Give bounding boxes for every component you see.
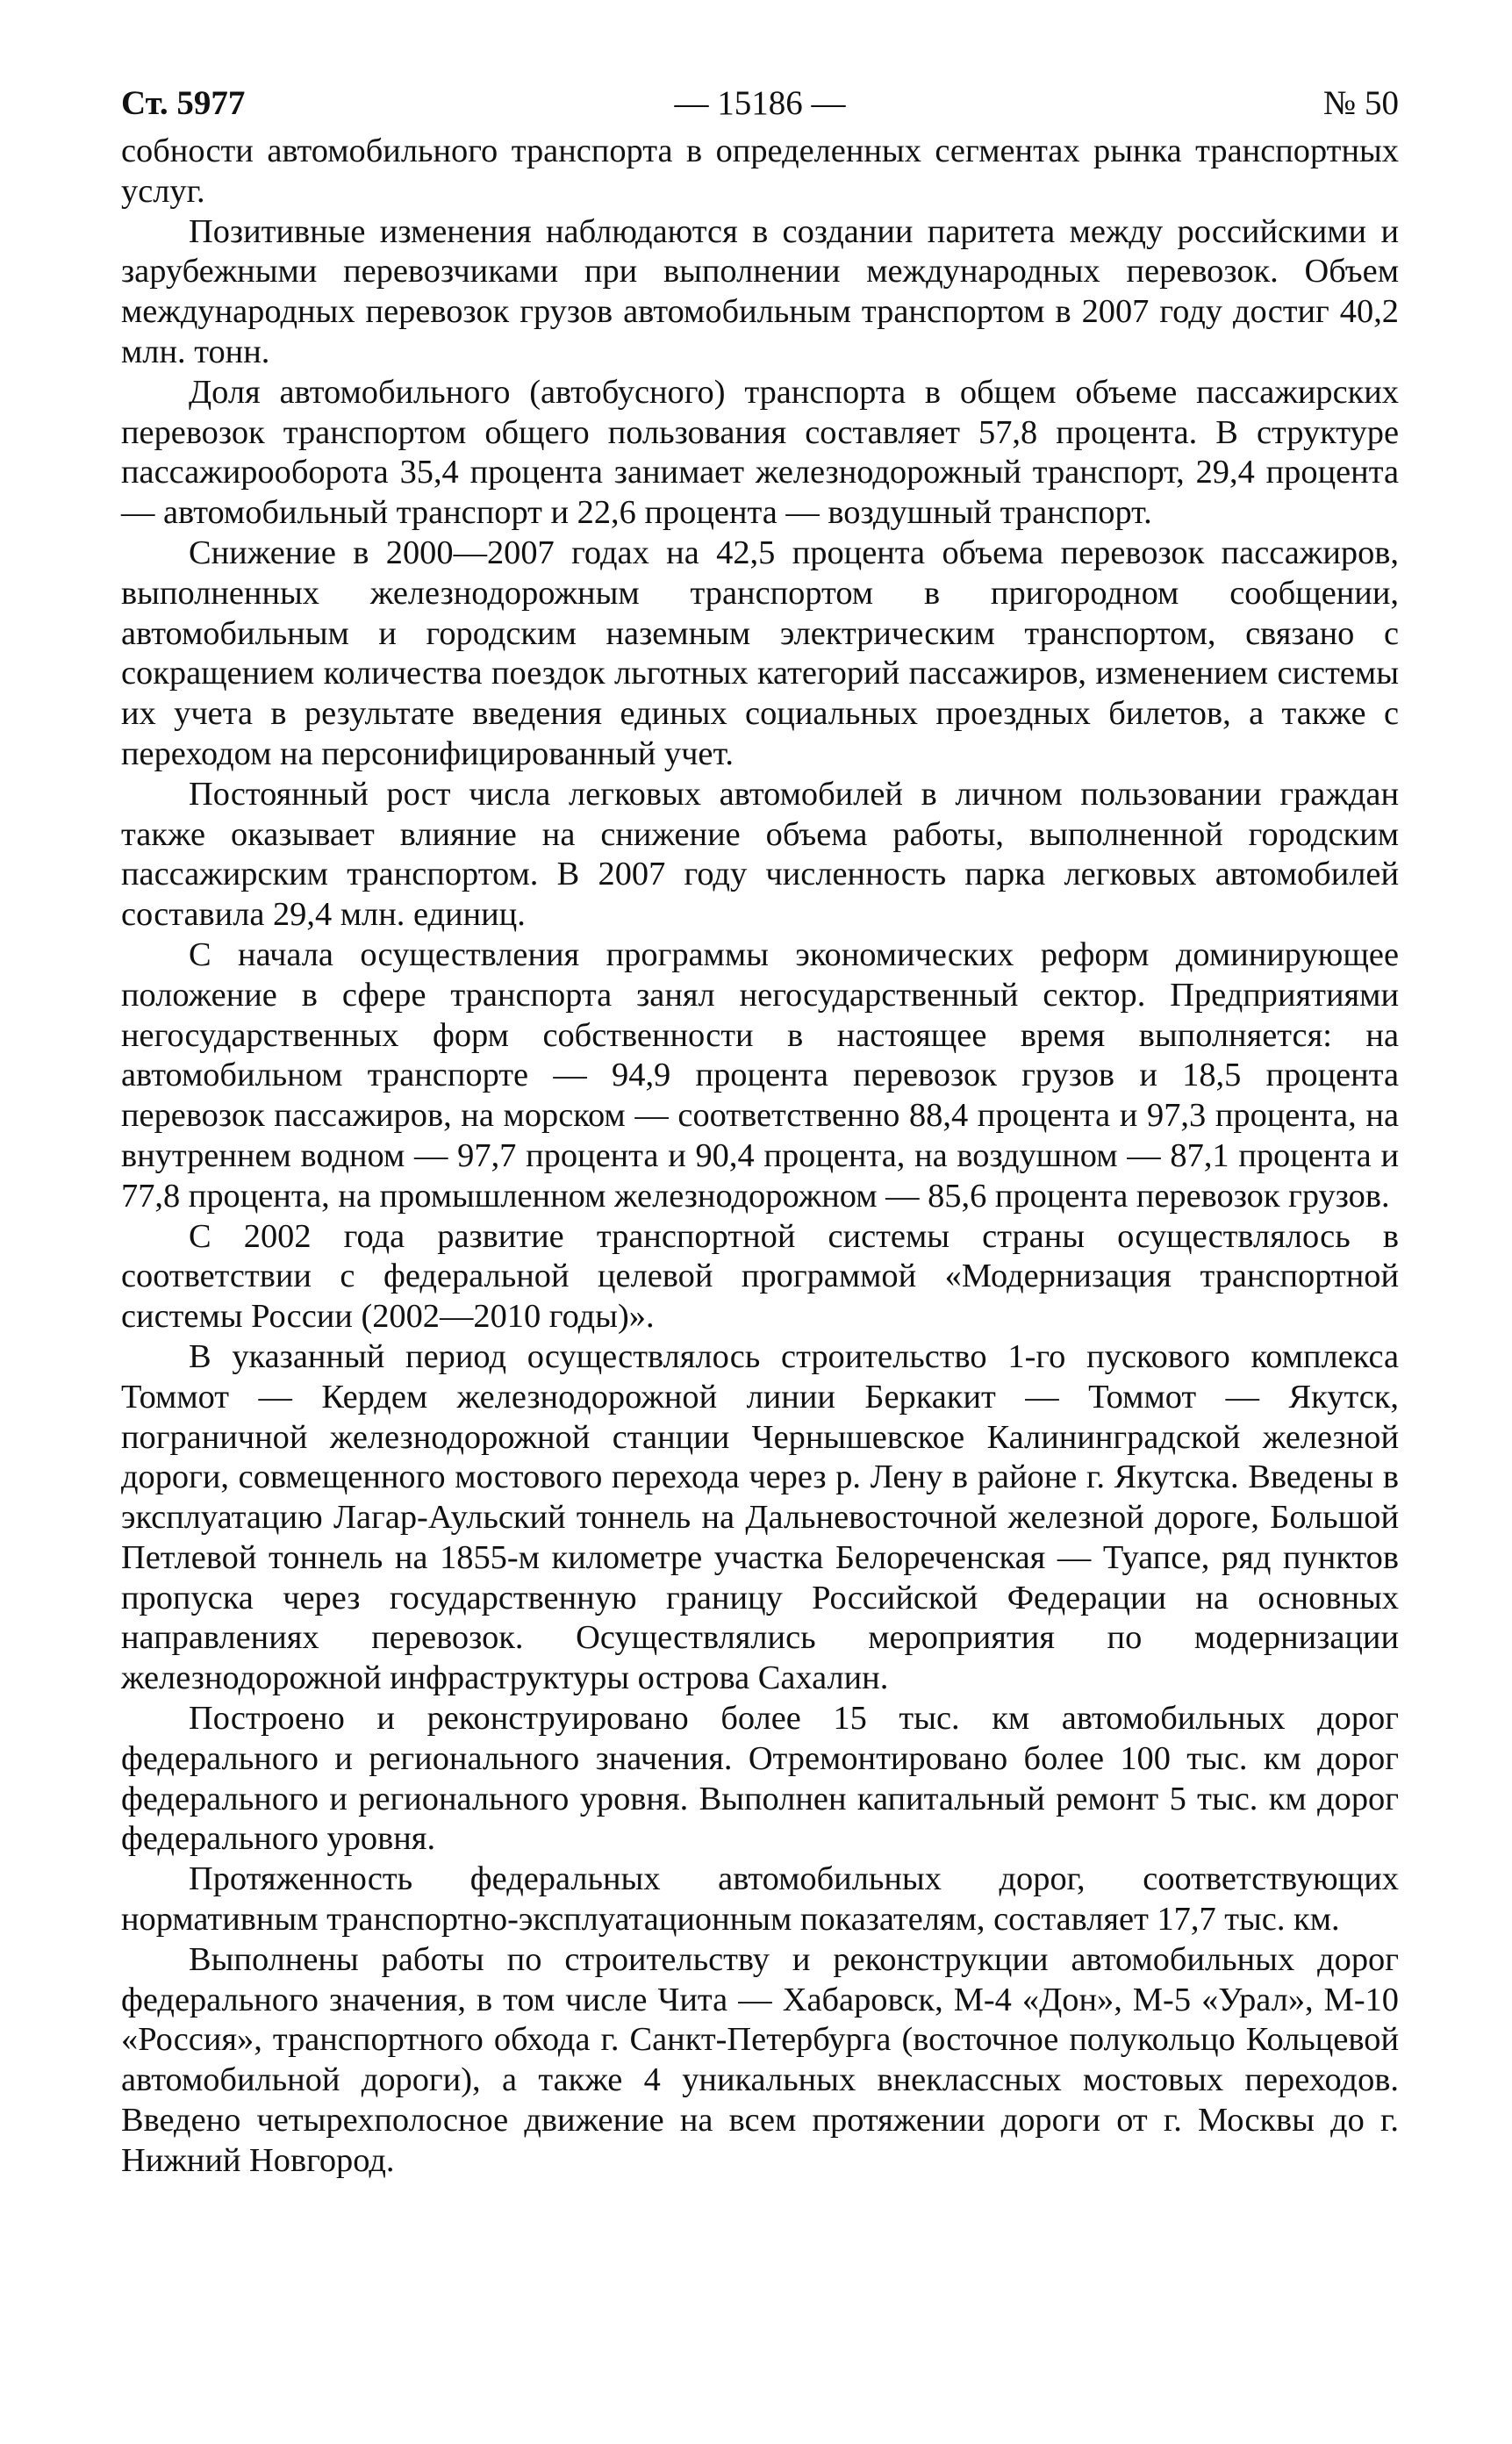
paragraph: Постоянный рост числа легковых автомобилей в личном пользовании граждан также оказывает влияние на снижение объема работы, выполненной городским пассажирским транспортом. В 2007 году численность парка легковых автомобилей составила 29,4 млн. единиц. <box>121 775 1399 934</box>
paragraph: Доля автомобильного (автобусного) транспорта в общем объеме пассажирских перевозок транспортом общего пользования составляет 57,8 процента. В структуре пассажирооборота 35,4 процента занимает железнодорожный транспорт, 29,4 процента — автомобильный транспорт и 22,6 процента — воздушный транспорт. <box>121 373 1399 532</box>
paragraph: С начала осуществления программы экономических реформ доминирующее положение в сфере транспорта занял негосударственный сектор. Предприятиями негосударственных форм собственности в настоящее время выполняется: на автомобильном транспорте — 94,9 процента перевозок грузов и 18,5 процента перевозок пассажиров, на морском — соответственно 88,4 процента и 97,3 процента, на внутреннем водном — 97,7 процента и 90,4 процента, на воздушном — 87,1 процента и 77,8 процента, на промышленном железнодорожном — 85,6 процента перевозок грузов. <box>121 935 1399 1215</box>
issue-number: № 50 <box>1323 84 1399 122</box>
paragraph: С 2002 года развитие транспортной системы страны осуществлялось в соответствии с федеральной целевой программой «Модернизация транспортной системы России (2002—2010 годы)». <box>121 1217 1399 1336</box>
running-header <box>121 77 1399 130</box>
paragraph: В указанный период осуществлялось строительство 1-го пускового комплекса Томмот — Кердем железнодорожной линии Беркакит — Томмот — Якутск, пограничной железнодорожной станции Чернышевское Калининградской железной дороги, совмещенного мостового перехода через р. Лену в районе г. Якутска. Введены в эксплуатацию Лагар-Аульский тоннель на Дальневосточной железной дороге, Большой Петлевой тоннель на 1855-м километре участка Белореченская — Туапсе, ряд пунктов пропуска через государственную границу Российской Федерации на основных направлениях перевозок. Осуществлялись мероприятия по модернизации железнодорожной инфраструктуры острова Сахалин. <box>121 1337 1399 1697</box>
document-page <box>121 77 1399 2412</box>
paragraph: собности автомобильного транспорта в определенных сегментах рынка транспортных услуг. <box>121 133 1399 210</box>
article-number: Ст. 5977 <box>121 84 246 122</box>
paragraph: Снижение в 2000—2007 годах на 42,5 процента объема перевозок пассажиров, выполненных железнодорожным транспортом в пригородном сообщении, автомобильным и городским наземным электрическим транспортом, связано с сокращением количества поездок льготных категорий пассажиров, изменением системы их учета в результате введения единых социальных проездных билетов, а также с переходом на персонифицированный учет. <box>121 534 1399 772</box>
page-number: — 15186 — <box>674 84 846 122</box>
paragraph: Построено и реконструировано более 15 тыс. км автомобильных дорог федерального и регионального значения. Отремонтировано более 100 тыс. км дорог федерального и регионального уровня. Выполнен капитальный ремонт 5 тыс. км дорог федерального уровня. <box>121 1700 1399 1858</box>
paragraph: Протяженность федеральных автомобильных дорог, соответствующих нормативным транспортно-эксплуатационным показателям, составляет 17,7 тыс. км. <box>121 1860 1399 1939</box>
body-text <box>121 132 1399 2182</box>
paragraph: Выполнены работы по строительству и реконструкции автомобильных дорог федерального значения, в том числе Чита — Хабаровск, М-4 «Дон», М-5 «Урал», М-10 «Россия», транспортного обхода г. Санкт-Петербурга (восточное полукольцо Кольцевой автомобильной дороги), а также 4 уникальных внеклассных мостовых переходов. Введено четырехполосное движение на всем протяжении дороги от г. Москвы до г. Нижний Новгород. <box>121 1940 1399 2179</box>
paragraph: Позитивные изменения наблюдаются в создании паритета между российскими и зарубежными перевозчиками при выполнении международных перевозок. Объем международных перевозок грузов автомобильным транспортом в 2007 году достиг 40,2 млн. тонн. <box>121 212 1399 370</box>
